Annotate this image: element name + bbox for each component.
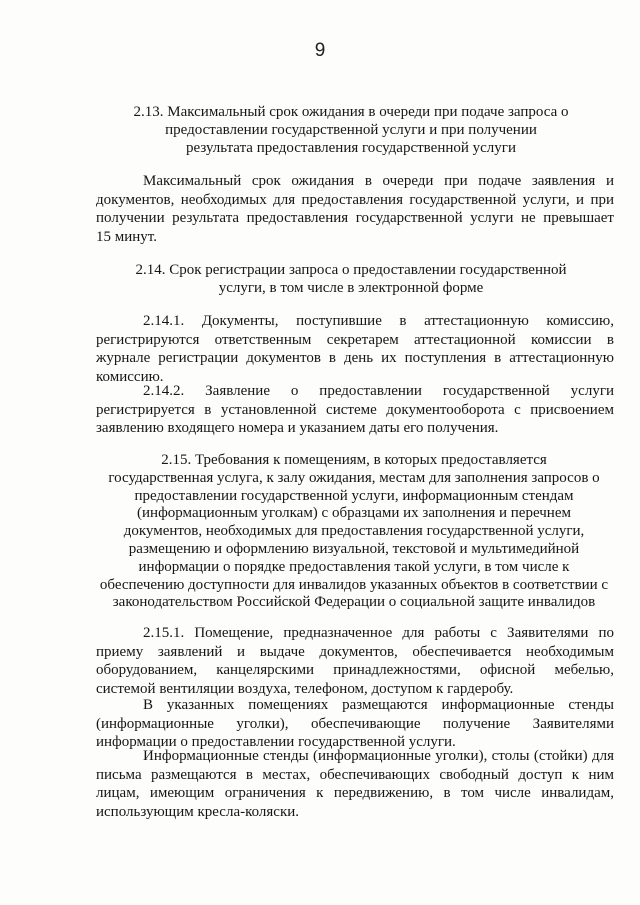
text-line: письма размещаются в местах, обеспечивающих свободный доступ к ним	[96, 766, 614, 783]
heading-line: 2.13. Максимальный срок ожидания в очереди при подаче запроса о	[133, 104, 569, 120]
heading-line: информации о порядке предоставления такой услуги, в том числе к	[138, 558, 570, 575]
text-line: регистрируются ответственным секретарем аттестационной комиссии в	[96, 331, 614, 348]
section-2-15-placement-paragraph	[96, 696, 614, 752]
text-line: 15 минут.	[96, 228, 157, 245]
text-line: системой вентиляции воздуха, телефоном, доступом к гардеробу.	[96, 680, 514, 697]
section-2-13-paragraph	[96, 172, 614, 246]
text-line: оборудованием, канцелярскими принадлежностями, офисной мебелью,	[96, 662, 614, 678]
heading-line: 2.14. Срок регистрации запроса о предоставлении государственной	[135, 262, 567, 278]
heading-line: документов, необходимых для предоставления государственной услуги,	[123, 523, 585, 540]
heading-line: услуги, в том числе в электронной форме	[218, 280, 484, 296]
text-line: 2.15.1. Помещение, предназначенное для работы с Заявителями по	[143, 625, 614, 641]
section-2-14-1-paragraph	[96, 312, 614, 386]
text-line: 2.14.2. Заявление о предоставлении государственной услуги	[143, 383, 614, 399]
text-line: 2.14.1. Документы, поступившие в аттестационную комиссию,	[143, 313, 614, 329]
section-2-14-heading	[96, 261, 606, 297]
text-line: комиссию.	[96, 368, 164, 385]
text-line: документов, необходимых для предоставления государственной услуги, и при	[96, 191, 614, 208]
section-2-15-heading	[92, 452, 616, 612]
heading-line: (информационным уголкам) с образцами их заполнения и перечнем	[137, 505, 571, 522]
section-2-15-1-paragraph	[96, 624, 614, 698]
text-line: информации о предоставлении государственной услуги.	[96, 734, 456, 750]
text-line: Информационные стенды (информационные уголки), столы (стойки) для	[143, 748, 614, 764]
text-line: заявлению входящего номера и указанием даты его получения.	[96, 420, 499, 436]
section-2-14-2-paragraph	[96, 382, 614, 438]
heading-line: законодательством Российской Федерации о социальной защите инвалидов	[112, 594, 596, 611]
text-line: приему заявлений и выдаче документов, обеспечивается необходимым	[96, 643, 614, 660]
page-number: 9	[314, 40, 326, 61]
heading-line: обеспечению доступности для инвалидов указанных объектов в соответствии с	[99, 576, 609, 593]
text-line: журнале регистрации документов в день их поступления в аттестационную	[96, 350, 614, 366]
section-2-15-stands-paragraph	[96, 747, 614, 821]
text-line: использующим кресла-коляски.	[96, 803, 300, 820]
heading-line: 2.15. Требования к помещениям, в которых предоставляется	[161, 452, 547, 468]
heading-line: результата предоставления государственной услуги	[186, 140, 516, 156]
text-line: В указанных помещениях размещаются информационные стенды	[143, 697, 614, 713]
heading-line: размещению и оформлению визуальной, текстовой и мультимедийной	[128, 540, 580, 557]
text-line: лицам, имеющим ограничения к передвижению, в том числе инвалидам,	[96, 785, 614, 801]
text-line: Максимальный срок ожидания в очереди при подаче заявления и	[143, 173, 614, 189]
section-2-13-heading	[96, 103, 606, 157]
text-line: (информационные уголки), обеспечивающие получение Заявителями	[96, 715, 614, 732]
heading-line: предоставлении государственной услуги, информационным стендам	[134, 487, 574, 504]
text-line: регистрируется в установленной системе документооборота с присвоением	[96, 401, 614, 418]
heading-line: государственная услуга, к залу ожидания, местам для заполнения запросов о	[108, 469, 600, 486]
text-line: получении результата предоставления государственной услуги не превышает	[96, 210, 614, 226]
heading-line: предоставлении государственной услуги и при получении	[165, 122, 537, 138]
